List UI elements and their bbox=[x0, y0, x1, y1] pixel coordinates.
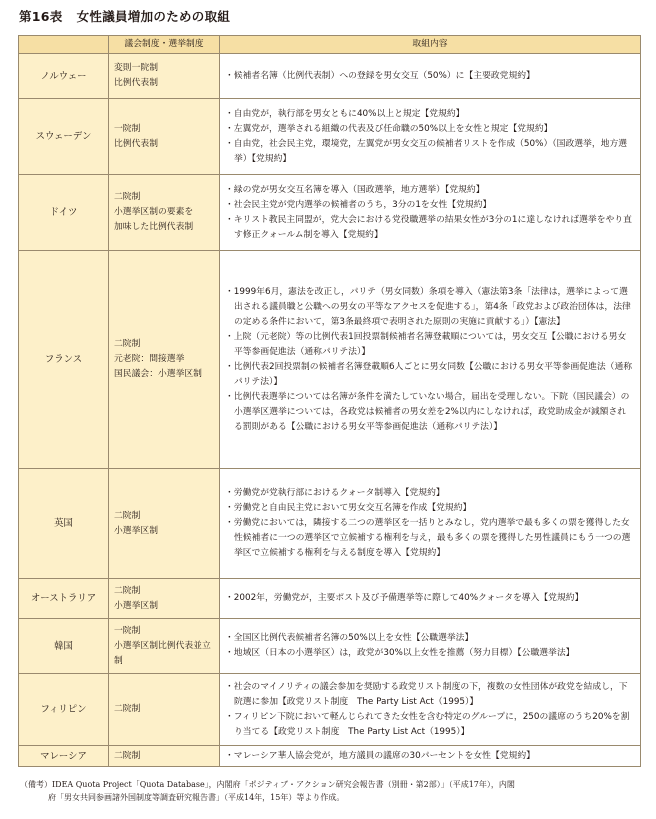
system-line: 加味した比例代表制 bbox=[114, 222, 194, 232]
country-cell: ノルウェー bbox=[19, 54, 109, 99]
system-line: 二院制 bbox=[114, 510, 141, 521]
measure-item: ・マレーシア華人協会党が，地方議員の議席の30パーセントを女性【党規約】 bbox=[225, 750, 535, 761]
system-cell bbox=[109, 175, 220, 251]
measure-item: ・労働党が党執行部におけるクォータ制導入【党規約】 bbox=[225, 488, 445, 498]
system-cell bbox=[109, 99, 220, 175]
country-cell: スウェーデン bbox=[19, 99, 109, 175]
system-cell bbox=[109, 746, 220, 767]
measure-item: ・社会のマイノリティの議会参加を奨励する政党リスト制度の下，複数の女性団体が政党を結成し，下院選に参加【政党リスト制度 The Party List Act（1995）】 bbox=[225, 681, 628, 707]
header-measures: 取組内容 bbox=[220, 36, 641, 54]
table-title-text: 女性議員増加のための取組 bbox=[76, 9, 231, 24]
system-line: 変則一院制 bbox=[114, 63, 158, 73]
header-row bbox=[19, 36, 641, 54]
table-row bbox=[19, 746, 641, 767]
system-line: 二院制 bbox=[114, 192, 141, 202]
system-line: 比例代表制 bbox=[114, 138, 158, 149]
system-line: 元老院：間接選挙 bbox=[114, 354, 185, 364]
measure-item: ・上院（元老院）等の比例代表1回投票制候補者名簿登載順については，男女交互【公職における男女平等参画促進法（通称パリテ法）】 bbox=[225, 331, 627, 357]
system-line: 二院制 bbox=[114, 339, 141, 349]
measure-item: ・労働党においては，隣接する二つの選挙区を一括りとみなし，党内選挙で最も多くの票を獲得した女性候補者に一つの選挙区で立候補する権利を与え，最も多くの票を獲得した男性議員にもう一つの選挙区で立候補する権利を与える制度を導入【党規約】 bbox=[225, 518, 631, 558]
measure-item: ・地域区（日本の小選挙区）は，政党が30%以上女性を推薦（努力目標）【公職選挙法】 bbox=[225, 648, 575, 658]
system-line: 一院制 bbox=[114, 625, 141, 636]
table-row bbox=[19, 175, 641, 251]
country-cell: オーストラリア bbox=[19, 579, 109, 619]
system-line: 一院制 bbox=[114, 123, 141, 134]
measure-item: ・候補者名簿（比例代表制）への登録を男女交互（50%）に【主要政党規約】 bbox=[225, 70, 535, 81]
measure-item: ・全国区比例代表候補者名簿の50%以上を女性【公職選挙法】 bbox=[225, 633, 474, 643]
country-cell: 韓国 bbox=[19, 619, 109, 674]
system-line: 二院制 bbox=[114, 704, 141, 714]
country-cell: 英国 bbox=[19, 469, 109, 579]
table-row bbox=[19, 251, 641, 469]
measures-cell bbox=[220, 619, 641, 674]
measure-item: ・自由党，社会民主党，環境党，左翼党が男女交互の候補者リストを作成（50%）（国政選挙，地方選挙）【党規約】 bbox=[225, 138, 628, 164]
measure-item: ・比例代表2回投票制の候補者名簿登載順6人ごとに男女同数【公職における男女平等参画促進法（通称パリテ法）】 bbox=[225, 361, 633, 387]
measures-cell bbox=[220, 469, 641, 579]
country-cell: フランス bbox=[19, 251, 109, 469]
table-row bbox=[19, 99, 641, 175]
system-line: 比例代表制 bbox=[114, 78, 158, 88]
measure-item: ・社会民主党が党内選挙の候補者のうち，3分の1を女性【党規約】 bbox=[225, 199, 492, 210]
measure-item: ・比例代表選挙については名簿が条件を満たしていない場合，届出を受理しない。下院（国民議会）の小選挙区選挙については，各政党は候補者の男女差を2%以内にしなければ，政党助成金が減額される罰則がある【公職における男女平等参画促進法（通称パリテ法）】 bbox=[225, 391, 630, 432]
system-line: 小選挙区制 bbox=[114, 525, 158, 536]
source-note-line: 府「男女共同参画諸外国制度等調査研究報告書」（平成14年，15年）等より作成。 bbox=[48, 793, 345, 802]
system-cell bbox=[109, 251, 220, 469]
system-line: 二院制 bbox=[114, 585, 141, 596]
source-note bbox=[20, 778, 638, 804]
measures-cell bbox=[220, 251, 641, 469]
measure-item: ・左翼党が，選挙される組織の代表及び任命職の50%以上を女性と規定【党規約】 bbox=[225, 123, 553, 134]
quota-table bbox=[18, 35, 641, 767]
system-line: 国民議会：小選挙区制 bbox=[114, 369, 202, 379]
table-row bbox=[19, 619, 641, 674]
header-country bbox=[19, 36, 109, 54]
header-system: 議会制度・選挙制度 bbox=[109, 36, 220, 54]
measure-item: ・緑の党が男女交互名簿を導入（国政選挙，地方選挙）【党規約】 bbox=[225, 184, 485, 195]
measure-item: ・労働党と自由民主党において男女交互名簿を作成【党規約】 bbox=[225, 503, 472, 513]
system-cell bbox=[109, 469, 220, 579]
table-row bbox=[19, 469, 641, 579]
table-row bbox=[19, 579, 641, 619]
system-cell bbox=[109, 579, 220, 619]
system-cell bbox=[109, 674, 220, 746]
system-cell bbox=[109, 54, 220, 99]
table-number: 第16表 bbox=[19, 9, 63, 24]
measure-item: ・2002年，労働党が，主要ポスト及び予備選挙等に際して40%クォータを導入【党規約】 bbox=[225, 593, 584, 603]
table-title bbox=[19, 7, 230, 25]
measures-cell bbox=[220, 674, 641, 746]
system-cell bbox=[109, 619, 220, 674]
measure-item: ・フィリピン下院において軽んじられてきた女性を含む特定のグループに，250の議席のうち20%を割り当てる【政党リスト制度 The Party List Act（1995）】 bbox=[225, 711, 630, 737]
country-cell: ドイツ bbox=[19, 175, 109, 251]
country-cell: マレーシア bbox=[19, 746, 109, 767]
source-note-line: （備考）IDEA Quota Project「Quota Database」，内閣府「ポジティブ・アクション研究会報告書（別冊・第2部）」（平成17年），内閣 bbox=[20, 780, 515, 789]
measures-cell bbox=[220, 175, 641, 251]
measure-item: ・自由党が，執行部を男女ともに40%以上と規定【党規約】 bbox=[225, 108, 465, 119]
country-cell: フィリピン bbox=[19, 674, 109, 746]
measure-item: ・キリスト教民主同盟が，党大会における党役職選挙の結果女性が3分の1に達しなければ選挙をやり直す修正クォールム制を導入【党規約】 bbox=[225, 214, 632, 240]
table-row bbox=[19, 54, 641, 99]
measure-item: ・1999年6月，憲法を改正し，パリテ（男女同数）条項を導入（憲法第3条「法律は，選挙によって選出される議員職と公職への男女の平等なアクセスを促進する」，第4条「政党および政治団体は，法律の定める条件において，第3条最終項で表明された原則の実施に貢献する」）【憲法】 bbox=[225, 286, 631, 327]
measures-cell bbox=[220, 99, 641, 175]
system-line: 二院制 bbox=[114, 750, 141, 761]
measures-cell bbox=[220, 54, 641, 99]
measures-cell bbox=[220, 746, 641, 767]
system-line: 小選挙区制の要素を bbox=[114, 207, 194, 217]
table-row bbox=[19, 674, 641, 746]
system-line: 小選挙区制比例代表並立制 bbox=[114, 640, 211, 666]
measures-cell bbox=[220, 579, 641, 619]
system-line: 小選挙区制 bbox=[114, 600, 158, 611]
